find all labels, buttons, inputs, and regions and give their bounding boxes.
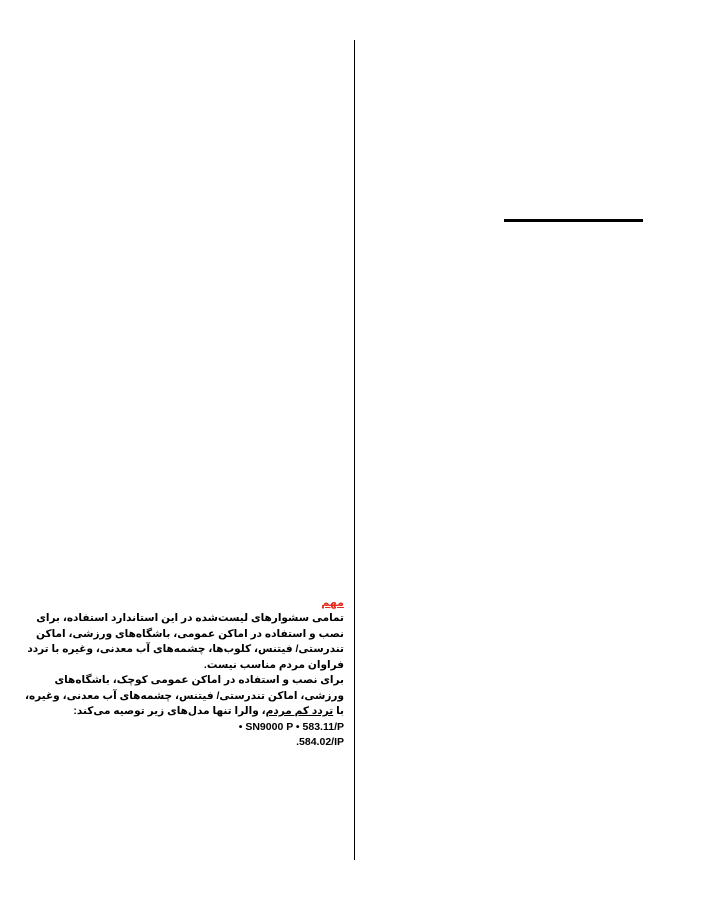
notice-paragraph-2-mid: ، والرا تنها مدل‌های زیر توصیه می‌کند: bbox=[73, 705, 266, 717]
notice-paragraph-2-end bbox=[16, 735, 344, 751]
notice-title: مهم bbox=[321, 597, 344, 609]
recommended-models-last: .584.02/IP bbox=[296, 736, 344, 748]
important-notice bbox=[16, 596, 344, 751]
notice-paragraph-1: تمامی سشوارهای لیست‌شده در این استاندارد استفاده، برای نصب و استفاده در اماکن عمومی، باشگاه‌های ورزشی، اماکن تندرستی/ فیتنس، کلوب‌ها، چشمه‌های آب معدنی، وغیره با تردد فراوان مردم مناسب نیست. bbox=[27, 612, 344, 671]
heading-rule bbox=[504, 219, 643, 222]
notice-paragraph-2 bbox=[16, 673, 344, 735]
column-divider bbox=[354, 40, 355, 860]
notice-low-traffic: تردد کم مردم bbox=[265, 705, 334, 717]
recommended-models: • SN9000 P • 583.11/P bbox=[238, 720, 344, 733]
notice-paragraph-2-start: برای نصب و استفاده در اماکن عمومی کوچک، باشگاه‌های ورزشی، اماکن تندرستی/ فیتنس، چشمه‌های آب معدنی، وغیره، با bbox=[24, 674, 344, 717]
